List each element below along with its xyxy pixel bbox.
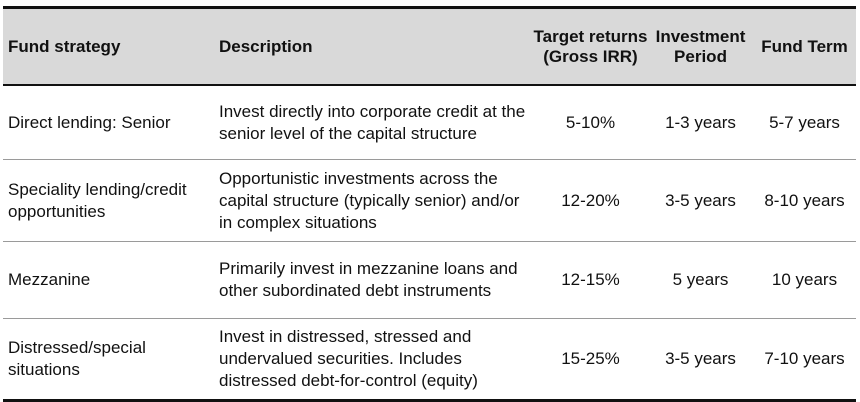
description-cell: Primarily invest in mezzanine loans and other subordinated debt instruments bbox=[219, 259, 518, 300]
fund-strategy-table bbox=[3, 6, 856, 402]
fund-strategy-cell: Distressed/special situations bbox=[8, 338, 146, 379]
target-returns-cell: 12-20% bbox=[561, 190, 620, 210]
header-target-returns: Target returns (Gross IRR) bbox=[533, 26, 648, 66]
fund-strategy-cell: Speciality lending/credit opportunities bbox=[8, 179, 187, 221]
description-cell: Invest directly into corporate credit at the senior level of the capital structure bbox=[219, 101, 526, 143]
fund-strategy-cell: Mezzanine bbox=[8, 270, 91, 289]
investment-period-cell: 3-5 years bbox=[665, 190, 736, 210]
fund-term-cell: 8-10 years bbox=[764, 190, 845, 210]
header-fund-term: Fund Term bbox=[761, 36, 848, 56]
target-returns-cell: 5-10% bbox=[565, 112, 616, 132]
investment-period-cell: 1-3 years bbox=[665, 112, 736, 132]
fund-term-cell: 10 years bbox=[771, 270, 838, 289]
table-row bbox=[3, 160, 856, 241]
investment-period-cell: 5 years bbox=[672, 270, 729, 289]
table-row bbox=[3, 319, 856, 399]
investment-period-cell: 3-5 years bbox=[665, 349, 736, 368]
header-investment-period: Investment Period bbox=[655, 26, 746, 66]
fund-term-cell: 5-7 years bbox=[769, 112, 840, 132]
table-header-row bbox=[3, 9, 856, 84]
description-cell: Opportunistic investments across the capital structure (typically senior) and/or in complex situations bbox=[219, 168, 520, 232]
fund-strategy-cell: Direct lending: Senior bbox=[8, 112, 171, 132]
target-returns-cell: 15-25% bbox=[561, 349, 620, 368]
table-row bbox=[3, 242, 856, 318]
table-row bbox=[3, 86, 856, 159]
header-description: Description bbox=[219, 36, 313, 56]
target-returns-cell: 12-15% bbox=[561, 270, 620, 289]
description-cell: Invest in distressed, stressed and undervalued securities. Includes distressed debt-for-control (equity) bbox=[219, 327, 478, 390]
fund-term-cell: 7-10 years bbox=[764, 349, 845, 368]
header-fund-strategy: Fund strategy bbox=[8, 36, 121, 56]
